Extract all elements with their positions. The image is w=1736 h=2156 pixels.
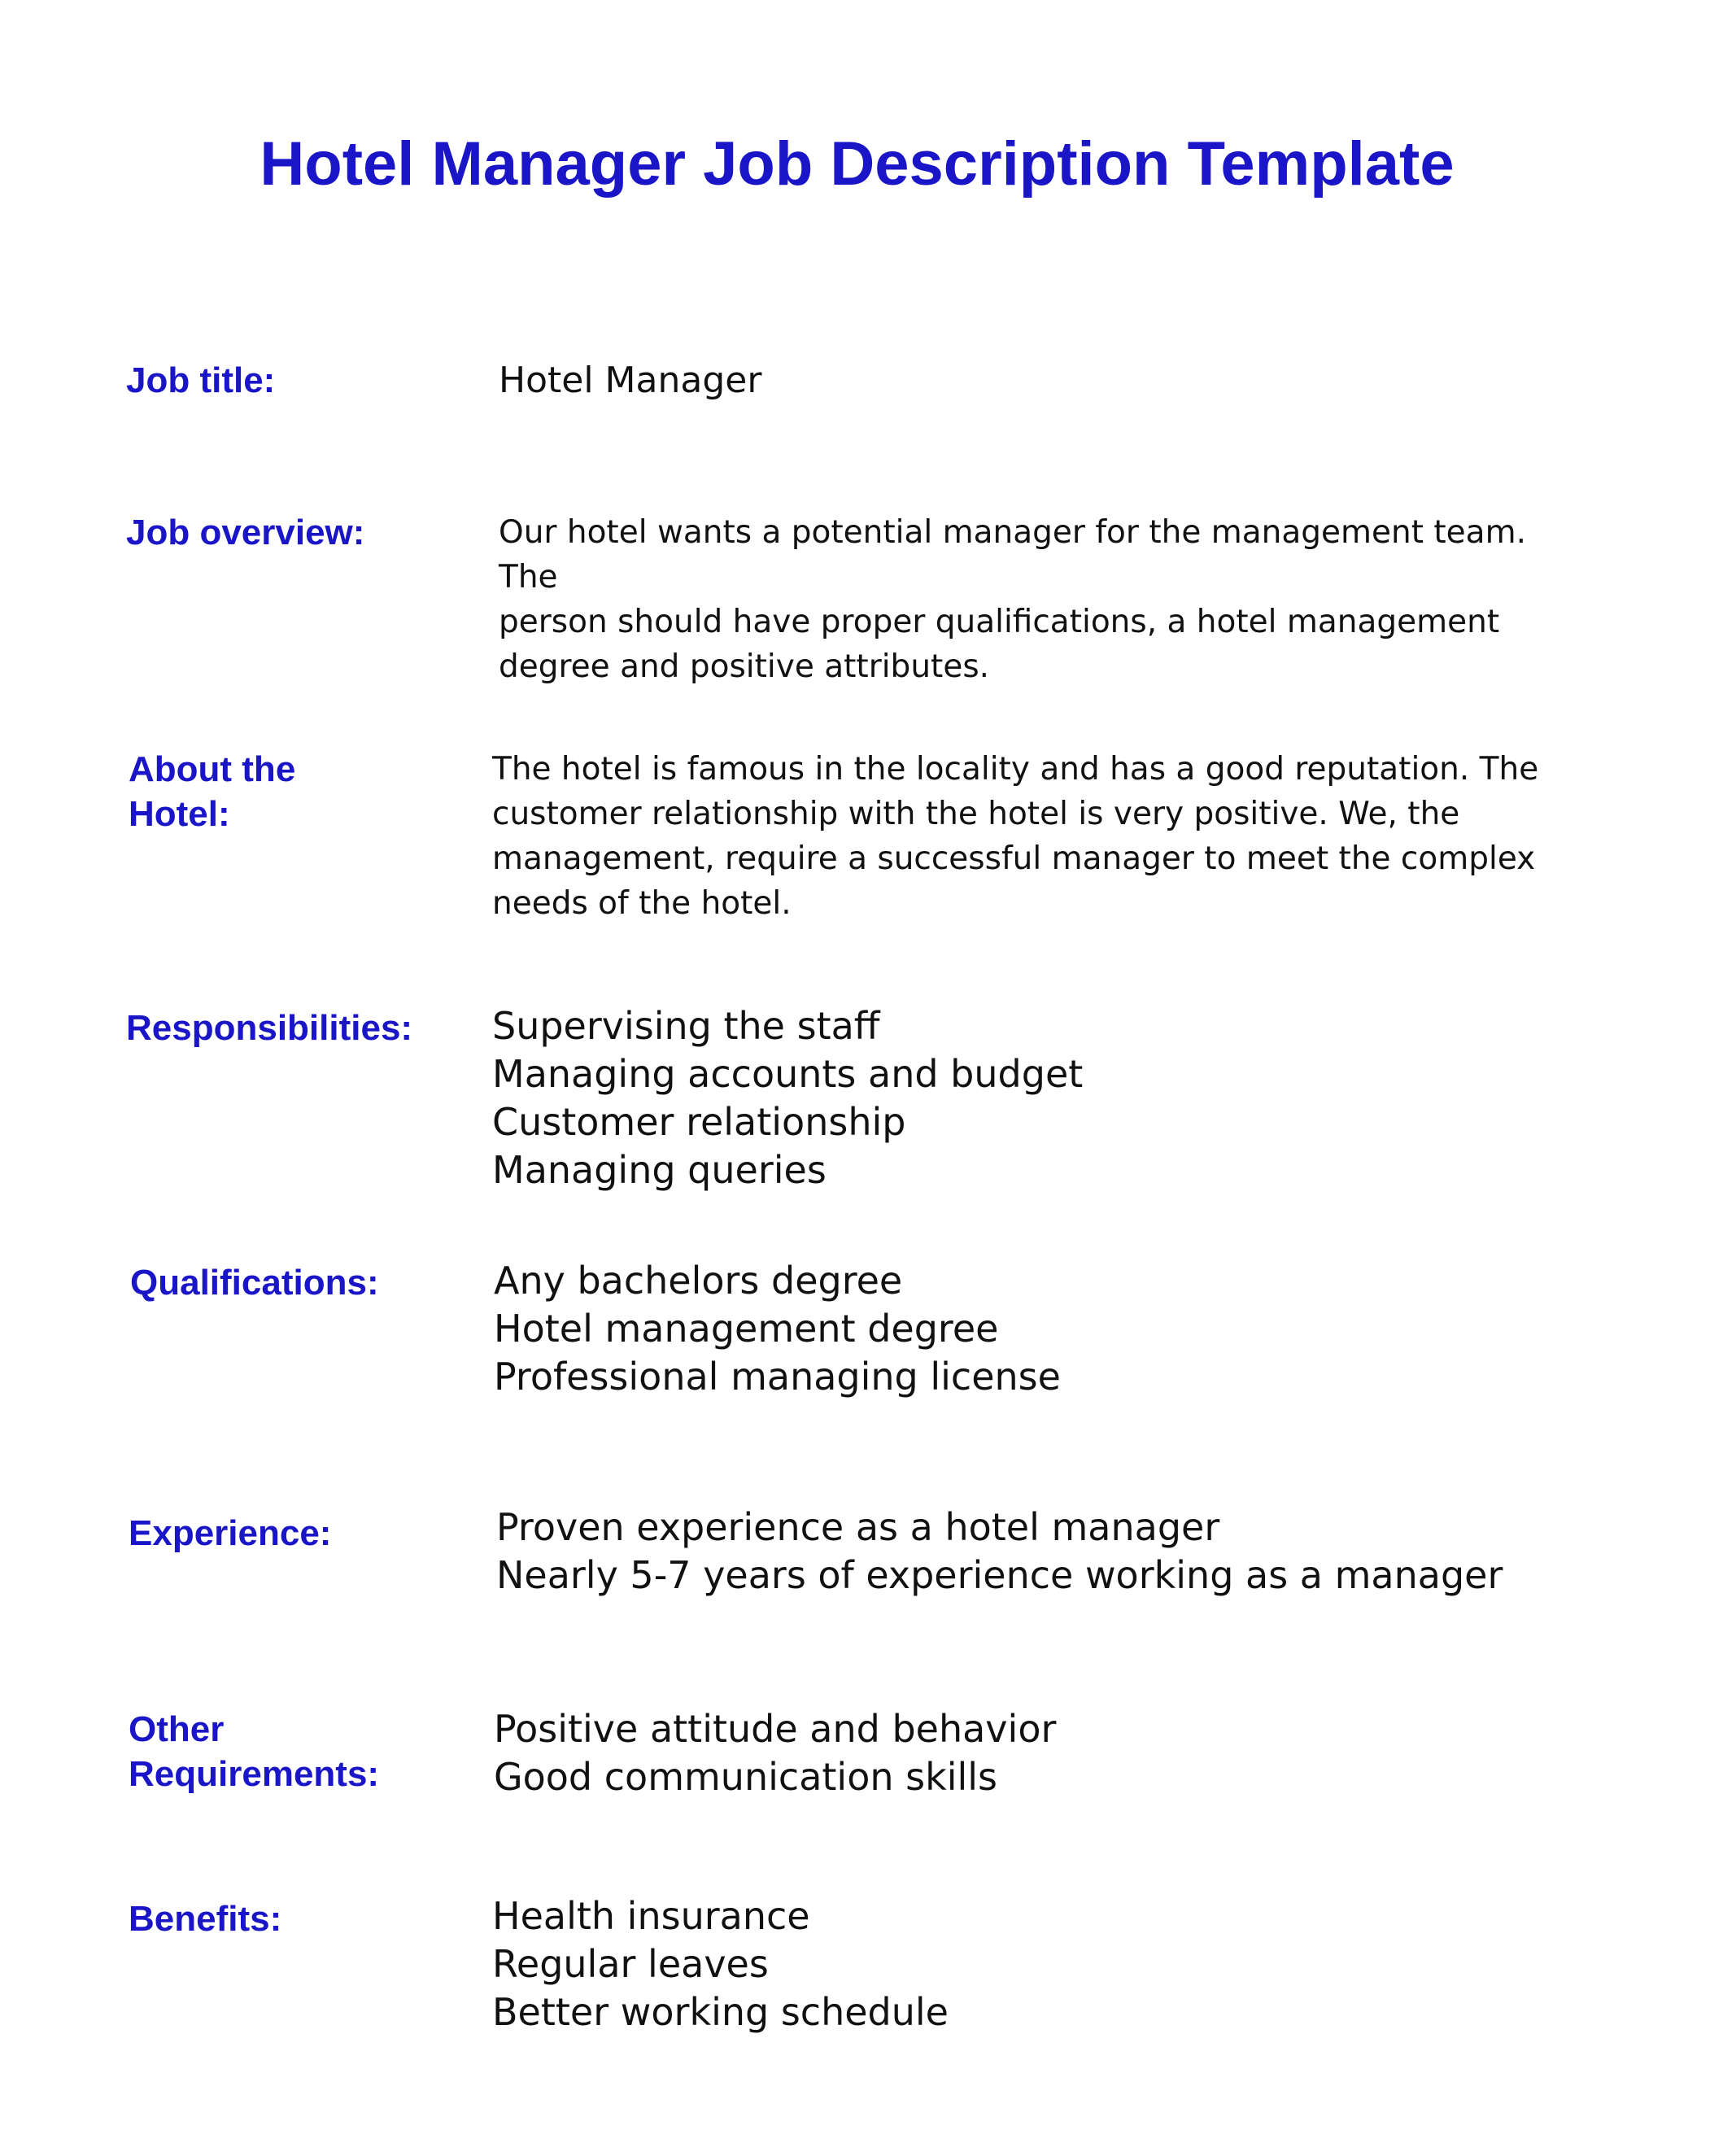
list-item: Supervising the staff xyxy=(492,1004,880,1048)
job-overview-text xyxy=(499,510,1556,689)
job-title-value: Hotel Manager xyxy=(499,360,762,401)
qualifications-label: Qualifications: xyxy=(130,1263,379,1303)
other-requirements-label-line: Other xyxy=(129,1709,225,1749)
responsibilities-list xyxy=(492,1002,1083,1194)
other-requirements-label-line: Requirements: xyxy=(129,1754,380,1794)
about-hotel-label-line: About the xyxy=(129,749,296,789)
job-overview-line: degree and positive attributes. xyxy=(499,648,990,685)
job-overview-line: Our hotel wants a potential manager for the management team. The xyxy=(499,514,1526,596)
benefits-list xyxy=(492,1892,949,2036)
about-hotel-line: needs of the hotel. xyxy=(492,885,792,922)
list-item: Regular leaves xyxy=(492,1942,769,1986)
about-hotel-line: customer relationship with the hotel is very positive. We, the xyxy=(492,796,1460,832)
list-item: Managing accounts and budget xyxy=(492,1052,1084,1096)
page-title: Hotel Manager Job Description Template xyxy=(260,129,1455,199)
job-overview-line: person should have proper qualifications, a hotel management xyxy=(499,604,1500,640)
experience-label: Experience: xyxy=(129,1513,332,1553)
list-item: Better working schedule xyxy=(492,1990,949,2034)
list-item: Positive attitude and behavior xyxy=(494,1707,1057,1751)
about-hotel-line: The hotel is famous in the locality and has a good reputation. The xyxy=(492,751,1539,788)
about-hotel-label xyxy=(129,747,295,836)
about-hotel-line: management, require a successful manager to meet the complex xyxy=(492,840,1536,877)
list-item: Professional managing license xyxy=(494,1355,1061,1399)
benefits-label: Benefits: xyxy=(129,1899,282,1939)
list-item: Hotel management degree xyxy=(494,1307,999,1351)
list-item: Any bachelors degree xyxy=(494,1259,903,1303)
experience-list xyxy=(496,1504,1503,1600)
job-title-label: Job title: xyxy=(126,360,276,400)
list-item: Proven experience as a hotel manager xyxy=(496,1505,1220,1549)
other-requirements-label xyxy=(129,1707,379,1796)
job-overview-label: Job overview: xyxy=(126,513,365,552)
about-hotel-text xyxy=(492,747,1550,926)
responsibilities-label: Responsibilities: xyxy=(126,1008,413,1048)
list-item: Good communication skills xyxy=(494,1755,998,1799)
list-item: Nearly 5-7 years of experience working as a manager xyxy=(496,1553,1503,1597)
qualifications-list xyxy=(494,1257,1061,1401)
about-hotel-label-line: Hotel: xyxy=(129,794,230,834)
other-requirements-list xyxy=(494,1705,1056,1801)
list-item: Customer relationship xyxy=(492,1100,906,1144)
list-item: Managing queries xyxy=(492,1148,827,1192)
list-item: Health insurance xyxy=(492,1894,810,1938)
